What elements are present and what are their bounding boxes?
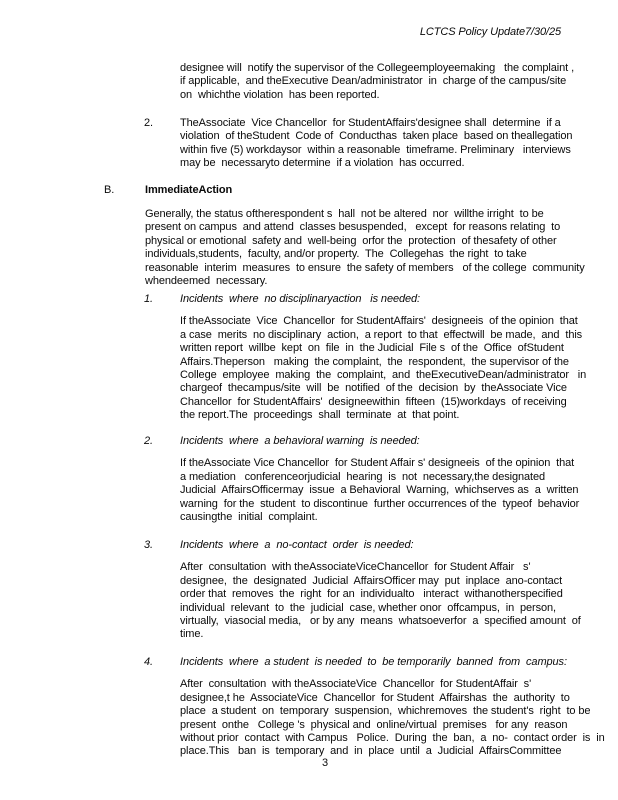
item-paragraph: If theAssociate Vice Chancellor for StudentAffairs' designeeis of the opinion that a case merits no disciplinary action, a report to that effectwill be made, and this written report willbe kept on file in the Judicial File s of the Office ofStudent Affairs.Theperson making the complaint, the respondent, the supervisor of the College employee making the complaint, and theExecutiveDean/administrator in chargeof thecampus/site will be notified of the decision by theAssociate Vice Chancellor for StudentAffairs' designeewithin fifteen (15)workdays of receiving the report.The proceedings shall terminate at that point. xyxy=(180,315,587,422)
item-heading: Incidents where a behavioral warning is needed: xyxy=(180,435,420,447)
item-body xyxy=(180,656,605,759)
item-body xyxy=(180,539,581,642)
section-b-paragraph: Generally, the status oftherespondent s hall not be altered nor willthe irright to be present on campus and attend classes besuspended, except for reasons relating to physical or emotional safety and well-being orfor the protection of thesafety of other individuals,students, faculty, and/or property. The Collegehas the right to take reasonable interim measures to ensure the safety of members of the college community whendeemed necessary. xyxy=(145,208,585,288)
section-title: ImmediateAction xyxy=(145,184,233,196)
incident-item-1 xyxy=(144,293,586,423)
list-item-number: 2. xyxy=(144,117,153,129)
item-heading: Incidents where no disciplinaryaction is needed: xyxy=(180,293,420,305)
policy-update-header: LCTCS Policy Update7/30/25 xyxy=(419,26,561,38)
item-body xyxy=(180,293,586,423)
page-number: 3 xyxy=(322,757,329,769)
item-paragraph: If theAssociate Vice Chancellor for Student Affair s' designeeis of the opinion that a mediation conferenceorjudicial hearing is not necessary,the designated Judicial AffairsOfficermay issue a Behavioral Warning, whichserves as a written warning for the student to discontinue further occurrences of the typeof behavior causingthe initial complaint. xyxy=(180,457,580,524)
intro-paragraph: designee will notify the supervisor of the Collegeemployeemaking the complaint , if applicable, and theExecutive Dean/administrator in charge of the campus/site on whichthe violation has been reported. xyxy=(180,62,575,101)
incident-item-4 xyxy=(144,656,605,759)
item-number: 3. xyxy=(144,539,153,551)
section-b-heading-row xyxy=(104,184,232,197)
incident-item-2 xyxy=(144,435,579,524)
item-body xyxy=(180,435,579,524)
item-paragraph: After consultation with theAssociateVice Chancellor for StudentAffair s' designee,t he AssociateVice Chancellor for Student Affairshas the authority to place a student on temporary suspension, whichremoves the student's right to be present onthe College 's physical and online/virtual premises for any reason without prior contact with Campus Police. During the ban, a no- contact order is in place.This ban is temporary and in place until a Judicial AffairsCommittee xyxy=(180,678,605,758)
list-item-paragraph: TheAssociate Vice Chancellor for StudentAffairs'designee shall determine if a violation of theStudent Code of Conducthas taken place based on theallegation within five (5) workdaysor within a reasonable timeframe. Preliminary interviews may be necessaryto determine if a violation has occurred. xyxy=(180,117,573,170)
item-paragraph: After consultation with theAssociateViceChancellor for Student Affair s' designee, the designated Judicial AffairsOfficer may put inplace ano-contact order that removes the right for an individualto interact withanotherspecified individual relevant to the judicial case, whether onor offcampus, in person, virtually, viasocial media, or by any means whatsoeverfor a specified amount of time. xyxy=(180,561,581,641)
item-heading: Incidents where a no-contact order is needed: xyxy=(180,539,414,551)
incident-item-3 xyxy=(144,539,581,642)
item-number: 1. xyxy=(144,293,153,305)
section-letter: B. xyxy=(104,184,115,196)
item-number: 4. xyxy=(144,656,153,668)
item-number: 2. xyxy=(144,435,153,447)
item-heading: Incidents where a student is needed to be temporarily banned from campus: xyxy=(180,656,567,668)
list-item-2 xyxy=(144,117,572,171)
